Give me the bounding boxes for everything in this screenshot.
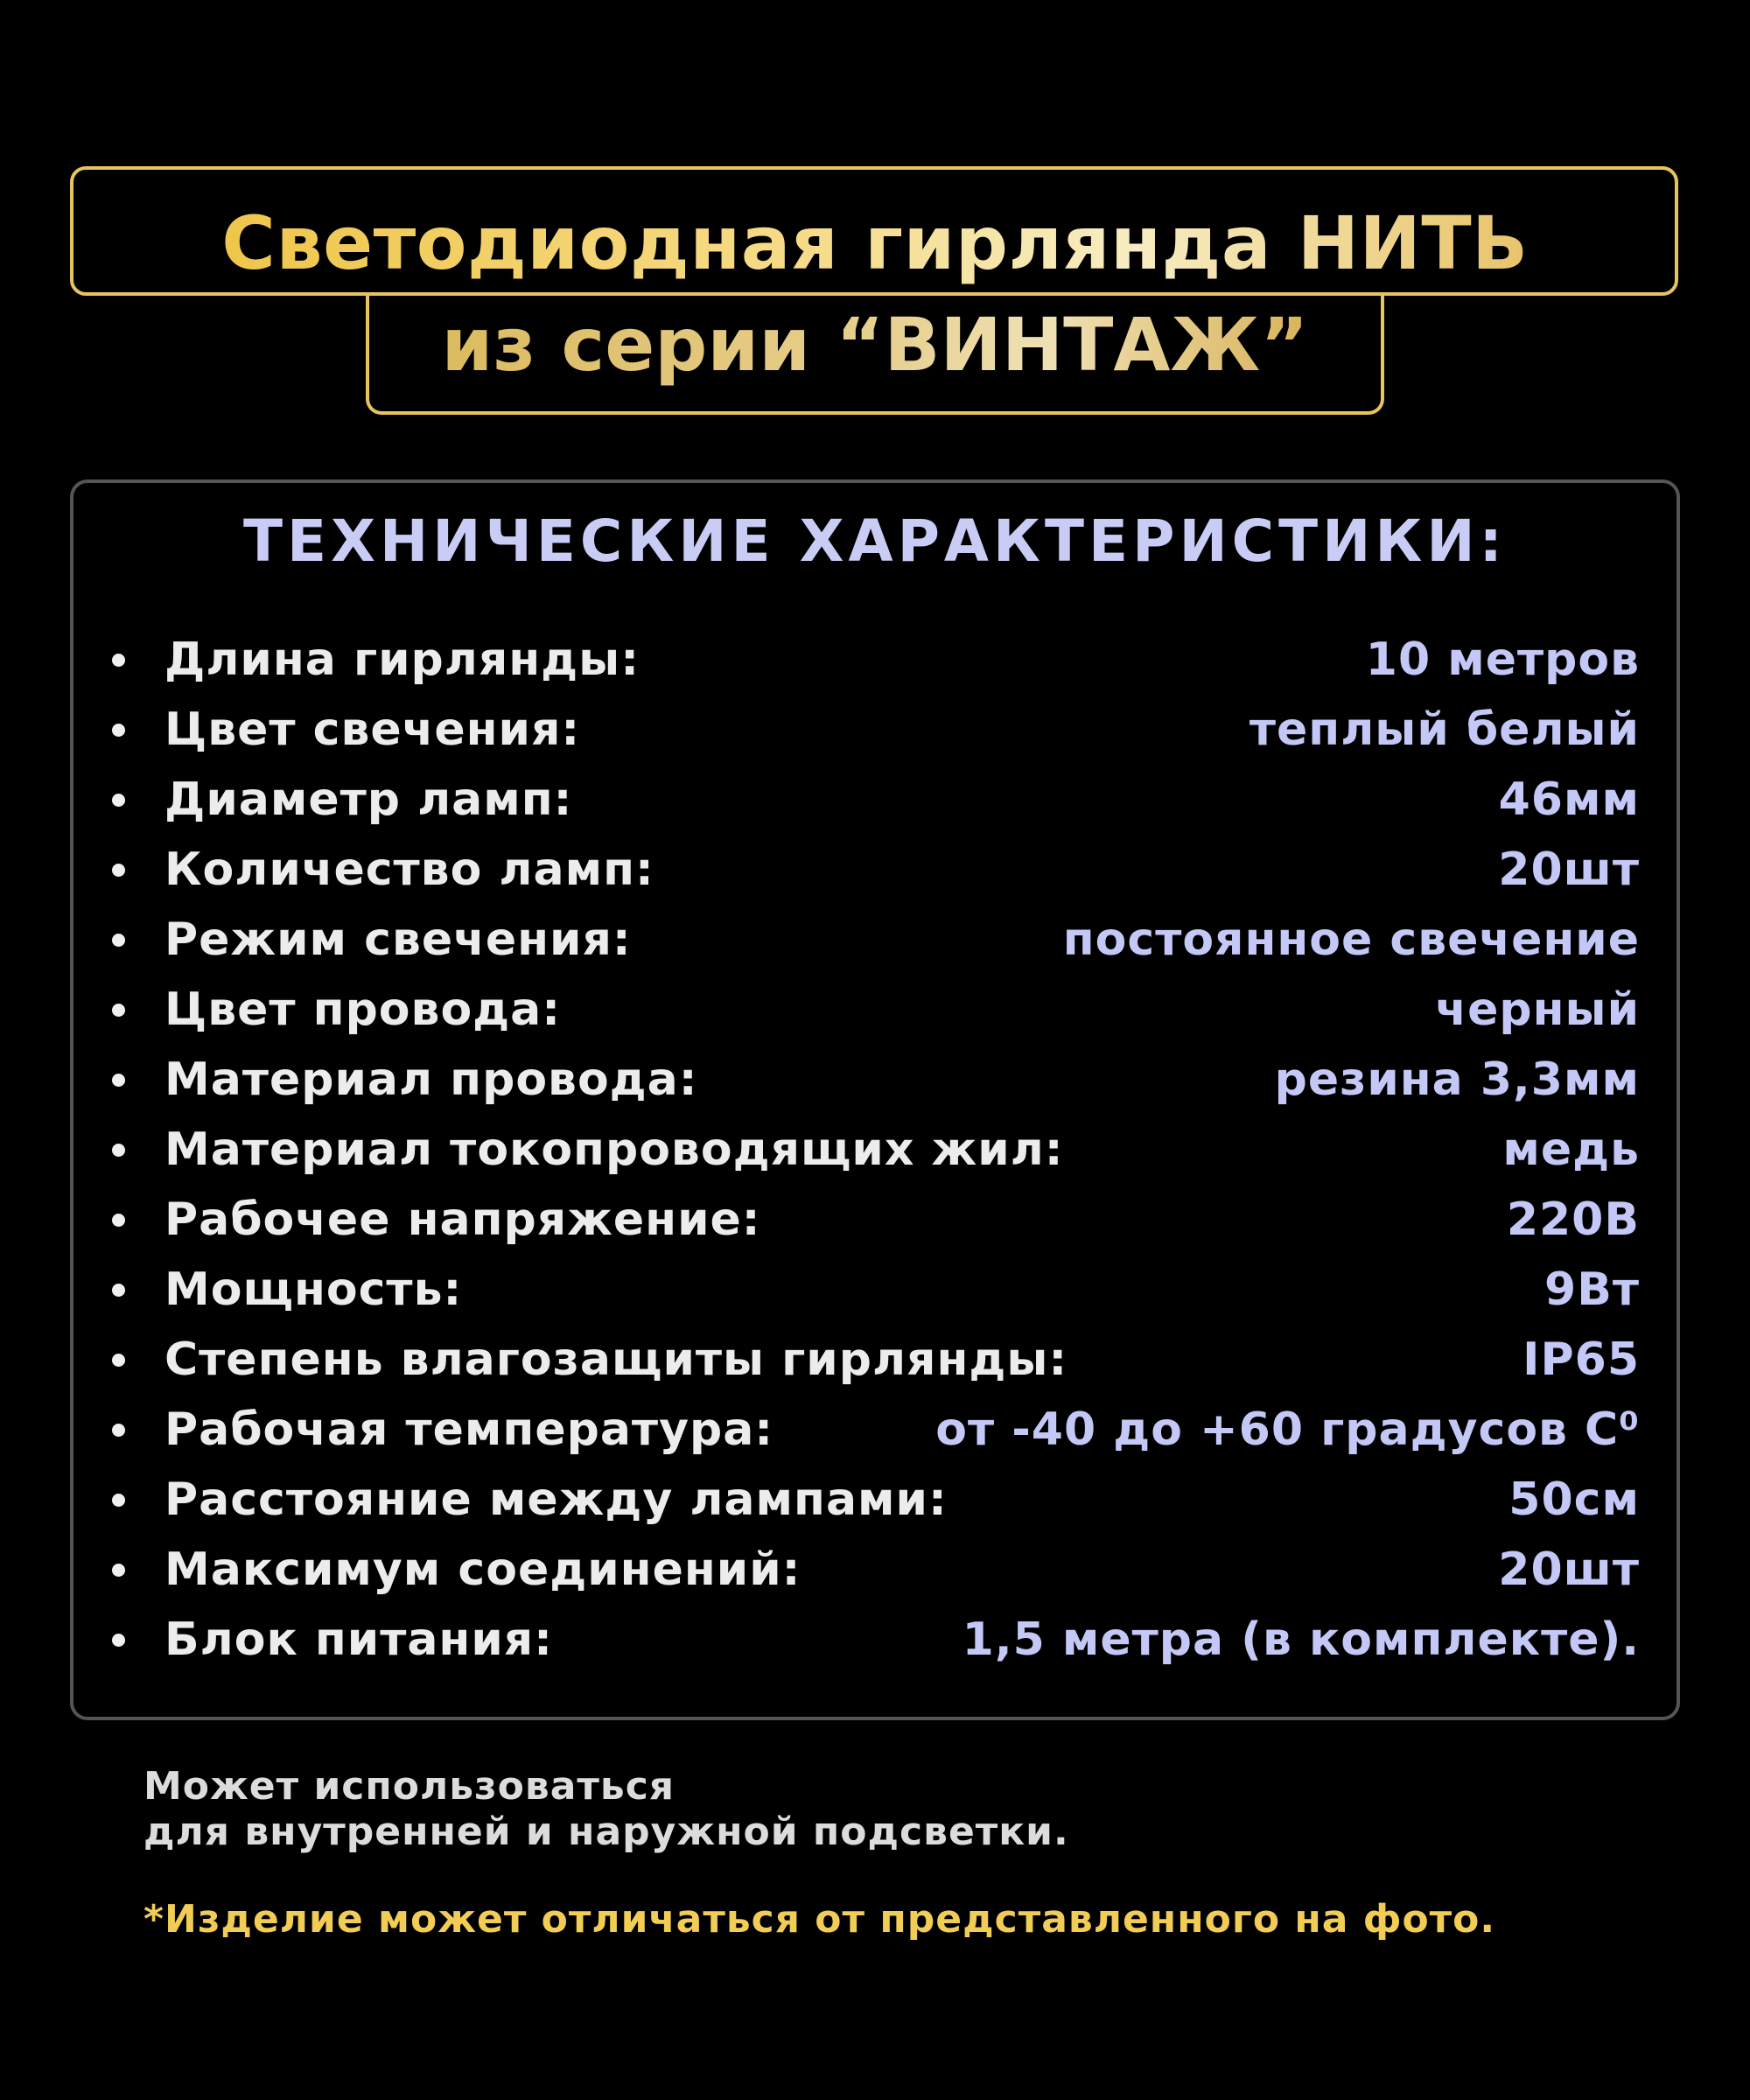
- spec-value: IP65: [1522, 1334, 1640, 1386]
- spec-label: Цвет провода:: [164, 984, 562, 1036]
- spec-label: Расстояние между лампами:: [164, 1474, 948, 1526]
- bullet-icon: [112, 1074, 125, 1087]
- spec-row: [112, 905, 1640, 975]
- spec-label: Материал токопроводящих жил:: [164, 1124, 1064, 1176]
- spec-value: 46мм: [1498, 774, 1640, 826]
- bullet-icon: [112, 724, 125, 737]
- spec-label: Максимум соединений:: [164, 1544, 802, 1596]
- spec-label: Материал провода:: [164, 1054, 698, 1106]
- spec-row: [112, 1395, 1640, 1465]
- bullet-icon: [112, 794, 125, 807]
- usage-note-line-1: Может использоваться: [144, 1764, 676, 1809]
- spec-row: [112, 1605, 1640, 1675]
- spec-value: теплый белый: [1249, 704, 1640, 756]
- bullet-icon: [112, 1494, 125, 1507]
- spec-value: 220В: [1506, 1194, 1640, 1246]
- spec-label: Блок питания:: [164, 1614, 553, 1666]
- spec-label: Рабочая температура:: [164, 1404, 774, 1456]
- spec-value: 50см: [1508, 1474, 1640, 1526]
- bullet-icon: [112, 654, 125, 667]
- bullet-icon: [112, 1564, 125, 1577]
- usage-note-line-2: для внутренней и наружной подсветки.: [144, 1810, 1069, 1854]
- spec-value: 10 метров: [1365, 634, 1640, 686]
- spec-value: 20шт: [1498, 1544, 1640, 1596]
- spec-value: 1,5 метра (в комплекте).: [962, 1614, 1640, 1666]
- spec-value: медь: [1502, 1124, 1640, 1176]
- spec-label: Количество ламп:: [164, 844, 654, 896]
- bullet-icon: [112, 1284, 125, 1297]
- spec-value: постоянное свечение: [1062, 914, 1640, 966]
- spec-value: резина 3,3мм: [1274, 1054, 1640, 1106]
- page-title: Светодиодная гирлянда НИТЬ: [221, 200, 1529, 286]
- spec-row: [112, 765, 1640, 835]
- spec-label: Диаметр ламп:: [164, 774, 573, 826]
- spec-row: [112, 835, 1640, 905]
- page-subtitle: из серии “ВИНТАЖ”: [441, 302, 1309, 388]
- spec-value: 20шт: [1498, 844, 1640, 896]
- spec-label: Мощность:: [164, 1264, 463, 1316]
- bullet-icon: [112, 1634, 125, 1647]
- bullet-icon: [112, 1004, 125, 1017]
- bullet-icon: [112, 1354, 125, 1367]
- spec-label: Цвет свечения:: [164, 704, 581, 756]
- bullet-icon: [112, 1424, 125, 1437]
- spec-row: [112, 1465, 1640, 1535]
- spec-value: от -40 до +60 градусов С⁰: [935, 1404, 1640, 1456]
- spec-row: [112, 975, 1640, 1045]
- spec-row: [112, 625, 1640, 695]
- specs-heading: ТЕХНИЧЕСКИЕ ХАРАКТЕРИСТИКИ:: [243, 508, 1507, 575]
- spec-row: [112, 1325, 1640, 1395]
- spec-label: Режим свечения:: [164, 914, 632, 966]
- bullet-icon: [112, 864, 125, 877]
- bullet-icon: [112, 1144, 125, 1157]
- spec-label: Длина гирлянды:: [164, 634, 640, 686]
- usage-note: [144, 1764, 1069, 1855]
- spec-row: [112, 1045, 1640, 1115]
- spec-list: [112, 625, 1640, 1675]
- spec-label: Рабочее напряжение:: [164, 1194, 761, 1246]
- bullet-icon: [112, 1214, 125, 1227]
- spec-row: [112, 1535, 1640, 1605]
- spec-row: [112, 695, 1640, 765]
- spec-row: [112, 1255, 1640, 1325]
- spec-row: [112, 1115, 1640, 1185]
- spec-row: [112, 1185, 1640, 1255]
- bullet-icon: [112, 934, 125, 947]
- spec-value: 9Вт: [1544, 1264, 1640, 1316]
- spec-label: Степень влагозащиты гирлянды:: [164, 1334, 1068, 1386]
- disclaimer: *Изделие может отличаться от представленного на фото.: [144, 1897, 1496, 1942]
- spec-value: черный: [1435, 984, 1640, 1036]
